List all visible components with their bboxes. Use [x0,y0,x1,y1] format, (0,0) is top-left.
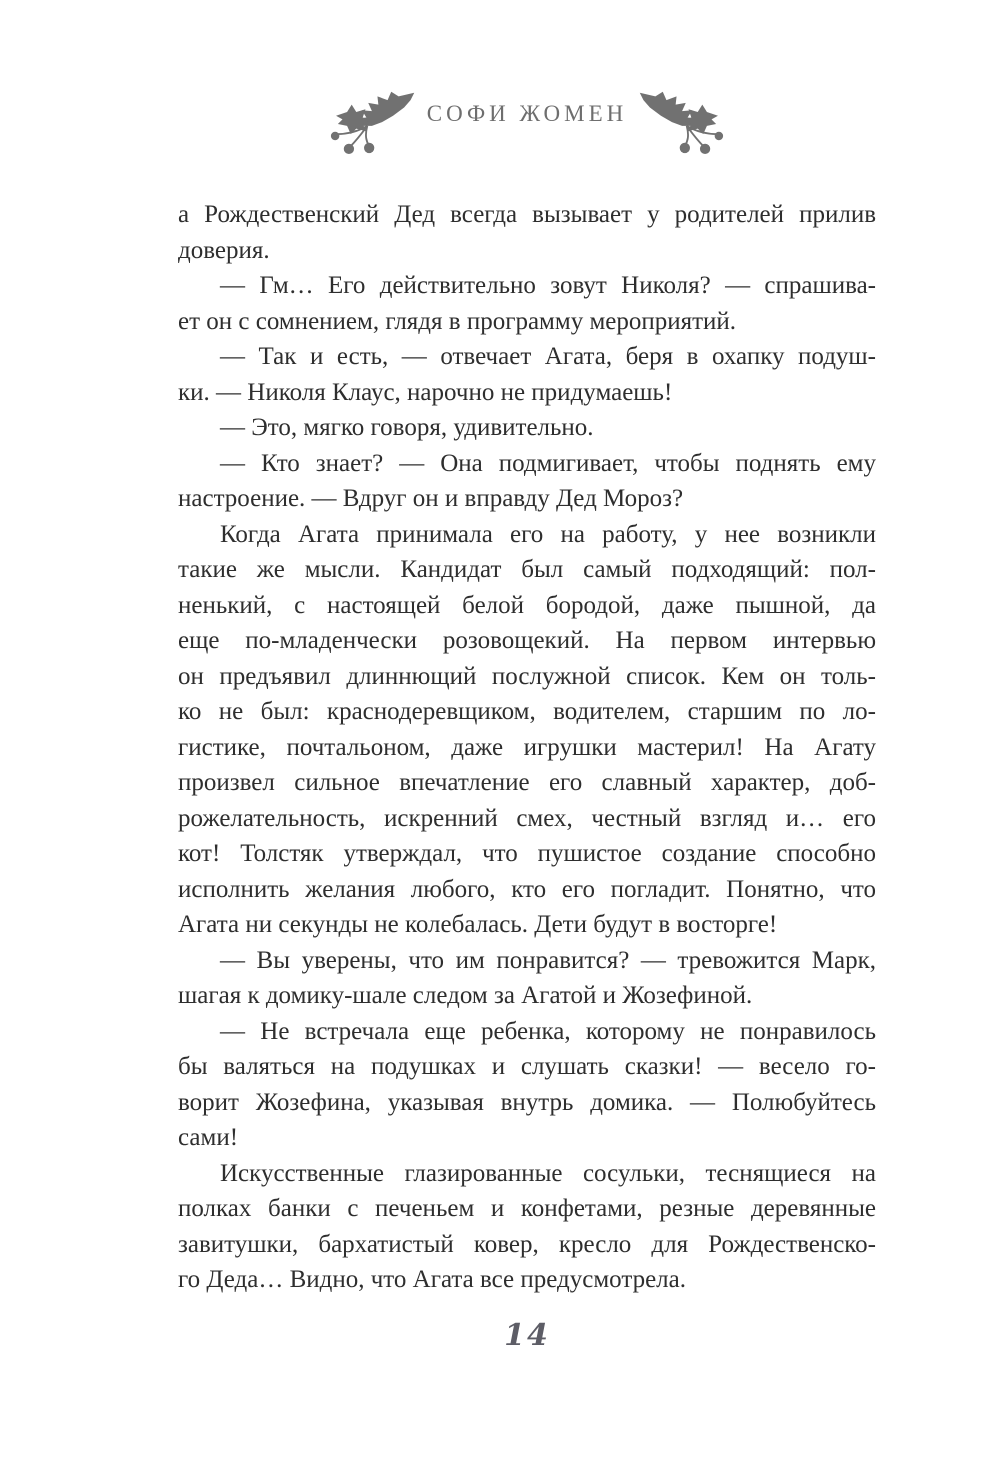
text-line: гистике, почтальоном, даже игрушки мастерил! На Агату [178,733,876,761]
text-line: го Деда… Видно, что Агата все предусмотрела. [178,1266,686,1293]
text-line: — Не встречала еще ребенка, которому не понравилось [220,1017,876,1045]
text-line: ненький, с настоящей белой бородой, даже пышной, да [178,591,876,619]
text-line: он предъявил длиннющий послужной список. Кем он толь- [178,662,876,690]
text-line: Искусственные глазированные сосульки, теснящиеся на [220,1159,876,1187]
text-line: — Это, мягко говоря, удивительно. [220,414,594,441]
text-line: завитушки, бархатистый ковер, кресло для Рождественско- [178,1230,876,1258]
paragraph [178,339,876,410]
text-line: полках банки с печеньем и конфетами, резные деревянные [178,1195,876,1222]
text-line: настроение. — Вдруг он и вправду Дед Мороз? [178,485,684,512]
paragraph [178,268,876,339]
page-header [178,86,876,162]
text-line: — Так и есть, — отвечает Агата, беря в охапку подуш- [220,343,876,370]
text-line: — Кто знает? — Она подмигивает, чтобы поднять ему [220,449,876,477]
holly-sprig-icon [325,86,417,162]
text-line: исполнить желания любого, кто его погладит. Понятно, что [178,875,876,903]
body-text [178,197,876,1298]
paragraph [178,943,876,1014]
page-footer [178,1318,876,1353]
paragraph [178,1156,876,1298]
paragraph [178,1014,876,1156]
text-line: ет он с сомнением, глядя в программу мероприятий. [178,307,737,335]
text-line: ки. — Николя Клаус, нарочно не придумаешь! [178,378,673,406]
text-line: сами! [178,1124,239,1151]
text-line: бы валяться на подушках и слушать сказки! — весело го- [178,1053,876,1080]
text-line: — Гм… Его действительно зовут Николя? — спрашива- [220,272,876,299]
text-line: еще по-младенчески розовощекий. На первом интервью [178,627,876,654]
text-line: произвел сильное впечатление его славный характер, доб- [178,769,876,796]
text-line: такие же мысли. Кандидат был самый подходящий: пол- [178,556,876,583]
text-line: Агата ни секунды не колебалась. Дети будут в восторге! [178,911,778,938]
author-name: СОФИ ЖОМЕН [426,101,628,126]
text-line: — Вы уверены, что им понравится? — тревожится Марк, [220,946,876,974]
text-line: Когда Агата принимала его на работу, у нее возникли [220,520,876,548]
text-line: кот! Толстяк утверждал, что пушистое создание способно [178,840,876,867]
text-line: шагая к домику-шале следом за Агатой и Жозефиной. [178,982,753,1009]
page-number: 14 [504,1318,550,1353]
text-line: ворит Жозефина, указывая внутрь домика. — Полюбуйтесь [178,1088,876,1116]
paragraph [178,446,876,517]
text-line: ко не был: краснодеревщиком, водителем, старшим по ло- [178,698,876,725]
text-line: а Рождественский Дед всегда вызывает у родителей прилив [178,201,876,228]
text-line: рожелательность, искренний смех, честный взгляд и… его [178,804,876,832]
text-line: доверия. [178,236,270,264]
holly-sprig-icon-mirrored [637,86,729,162]
paragraph [178,517,876,943]
paragraph [178,410,876,446]
paragraph [178,197,876,268]
